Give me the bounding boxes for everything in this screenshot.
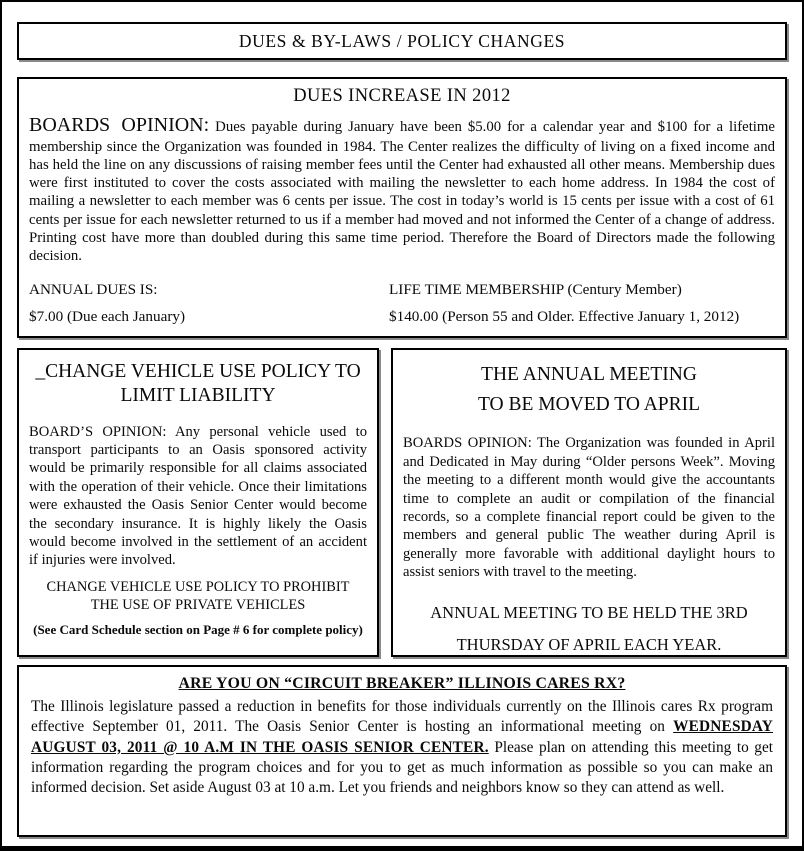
vehicle-policy-title-line1: _CHANGE VEHICLE USE POLICY TO: [35, 360, 361, 382]
policy-columns: [17, 348, 787, 657]
circuit-breaker-text-after: Please plan on attending this meeting to get information regarding the program choices and for you to get as much information as possible so you can make an informed decision. Set aside August 03 at 10 a.m. Let you friends and neighbors know so they can attend as well.: [31, 738, 773, 797]
annual-meeting-title-line2: TO BE MOVED TO APRIL: [477, 394, 701, 416]
dues-increase-text: Dues payable during January have been $5.00 for a calendar year and $100 for a lifetime membership since the Organization was founded in 1984. The Center realizes the difficulty of living on a fixed income and has held the line on any discussions of raising member fees until the Center had exhausted all other means. Membership dues were first instituted to cover the costs associated with mailing the newsletter to each home address. In 1984 the cost of mailing a newsletter to each member was 6 cents per issue. The cost in today’s world is 15 cents per issue with a cost of 61 cents per issue for each newsletter returned to us if a member had moved and not informed the Center of a change of address. Printing cost have more than doubled during this same time period. Therefore the Board of Directors made the following decision.: [29, 119, 775, 265]
annual-meeting-text: The Organization was founded in April and Dedicated in May during “Older persons Week”. Moving the meeting to a different month would give the accountants time to complete an audit or compilation of the financial records, so a complete financial report could be given to the members and general public The weather during April is generally more favorable with additional daylight hours to assist seniors with travel to the meeting.: [403, 435, 775, 581]
page-banner-title: DUES & BY-LAWS / POLICY CHANGES: [238, 30, 566, 51]
annual-dues-label: ANNUAL DUES IS:: [29, 280, 158, 298]
annual-dues-value: $7.00 (Due each January): [29, 307, 186, 325]
dues-increase-lead: BOARDS OPINION:: [29, 114, 210, 136]
vehicle-policy-title: [29, 360, 367, 409]
vehicle-policy-title-line2: LIMIT LIABILITY: [120, 385, 276, 407]
annual-meeting-title: [403, 360, 775, 420]
circuit-breaker-title: ARE YOU ON “CIRCUIT BREAKER” ILLINOIS CARES RX?: [178, 674, 626, 692]
dues-increase-title: DUES INCREASE IN 2012: [293, 86, 511, 106]
annual-meeting-decision: [403, 597, 775, 660]
circuit-breaker-meeting-highlight: WEDNESDAY AUGUST 03, 2011 @ 10 A.M IN THE OASIS SENIOR CENTER.: [31, 718, 773, 756]
vehicle-policy-decision-line2: THE USE OF PRIVATE VEHICLES: [90, 596, 306, 613]
circuit-breaker-body: [31, 697, 773, 799]
annual-meeting-decision-line2: THURSDAY OF APRIL EACH YEAR.: [456, 634, 722, 654]
annual-meeting-lead: BOARDS OPINION:: [403, 435, 537, 452]
circuit-breaker-section: [17, 665, 787, 837]
annual-meeting-decision-line1: ANNUAL MEETING TO BE HELD THE 3RD: [430, 603, 748, 623]
annual-dues-column: [29, 282, 389, 326]
vehicle-policy-decision-line1: CHANGE VEHICLE USE POLICY TO PROHIBIT: [46, 578, 350, 595]
lifetime-membership-value: $140.00 (Person 55 and Older. Effective January 1, 2012): [389, 307, 740, 325]
annual-meeting-section: [391, 348, 787, 657]
vehicle-policy-section: [17, 348, 379, 657]
annual-meeting-title-line1: THE ANNUAL MEETING: [481, 363, 697, 385]
vehicle-policy-note: (See Card Schedule section on Page # 6 for complete policy): [33, 621, 363, 637]
vehicle-policy-decision: [29, 578, 367, 614]
vehicle-policy-lead: BOARD’S OPINION:: [29, 423, 175, 440]
dues-increase-section: [17, 77, 787, 338]
dues-increase-body: [29, 113, 775, 266]
lifetime-membership-column: [389, 282, 775, 326]
vehicle-policy-body: [29, 423, 367, 570]
circuit-breaker-text-before: The Illinois legislature passed a reduction in benefits for those individuals currently on the Illinois cares Rx program effective September 01, 2011. The Oasis Senior Center is hosting an informational meeting on: [31, 697, 773, 736]
vehicle-policy-text: Any personal vehicle used to transport participants to an Oasis sponsored activity would be primarily responsible for all claims associated with the operation of their vehicle. Once their limitations were exhausted the Oasis Senior Center would become the secondary insurance. It is highly likely the Oasis would become involved in the settlement of an accident if injuries were involved.: [29, 423, 367, 569]
dues-amounts: [29, 282, 775, 326]
annual-meeting-body: [403, 434, 775, 581]
lifetime-membership-label: LIFE TIME MEMBERSHIP (Century Member): [389, 280, 682, 298]
page-banner: [17, 22, 787, 60]
